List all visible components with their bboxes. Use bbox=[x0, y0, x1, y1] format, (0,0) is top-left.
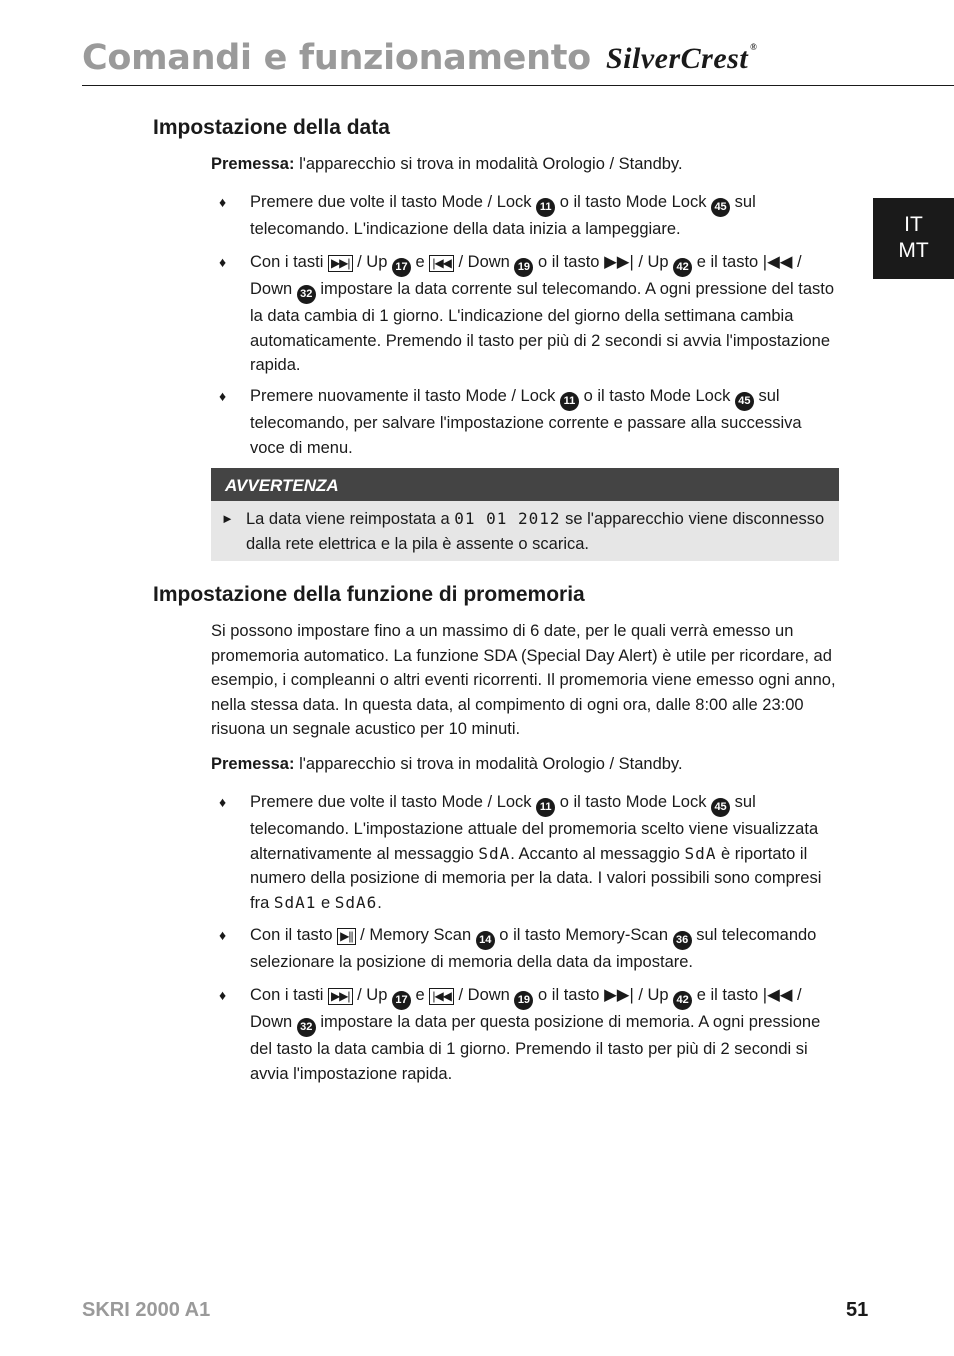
section-heading-reminder: Impostazione della funzione di promemoria bbox=[153, 583, 585, 606]
text: e bbox=[410, 253, 430, 271]
ref-number-badge: 45 bbox=[711, 198, 730, 217]
text: Con i tasti bbox=[250, 253, 328, 271]
list-item bbox=[211, 190, 839, 242]
ref-number-badge: 19 bbox=[514, 258, 533, 277]
ref-number-badge: 42 bbox=[673, 991, 692, 1010]
list-item bbox=[211, 790, 839, 915]
text: e bbox=[316, 893, 335, 912]
ref-number-badge: 32 bbox=[297, 1018, 316, 1037]
premise-label: Premessa: bbox=[211, 755, 295, 773]
text: . bbox=[377, 893, 382, 912]
next-key-icon: ▶▶| bbox=[328, 255, 353, 272]
text: Premere nuovamente il tasto Mode / Lock bbox=[250, 387, 560, 405]
list-item bbox=[211, 250, 839, 378]
bullet-diamond-icon: ♦ bbox=[219, 194, 227, 210]
page-title: Comandi e funzionamento bbox=[82, 38, 591, 78]
intro-paragraph: Si possono impostare fino a un massimo di 6 date, per le quali verrà emesso un promemoria automatico. La funzione SDA (Special Day Alert) è utile per ricordare, ad esempio, i compleanni o altri eventi ricorrenti. Il promemoria viene emesso ogni anno, nella stessa data. In questa data, al compimento di ogni ora, dalle 8:00 alle 23:00 risuona un segnale acustico per 10 minuti. bbox=[211, 622, 836, 739]
language-code-mt: MT bbox=[898, 239, 929, 262]
premise-label: Premessa: bbox=[211, 155, 295, 173]
premise-paragraph bbox=[211, 752, 839, 777]
arrow-right-icon: ► bbox=[221, 511, 234, 526]
ref-number-badge: 42 bbox=[673, 258, 692, 277]
ref-number-badge: 11 bbox=[536, 798, 555, 817]
list-item-text bbox=[250, 923, 839, 975]
list-item bbox=[211, 983, 839, 1086]
warning-title: AVVERTENZA bbox=[211, 468, 839, 501]
previous-key-icon: |◀◀ bbox=[429, 988, 454, 1005]
text: sul telecomando, per salvare l'impostazione corrente e passare alla successiva voce di menu. bbox=[250, 387, 802, 457]
text: e il tasto bbox=[692, 253, 763, 271]
ref-number-badge: 17 bbox=[392, 991, 411, 1010]
previous-key-icon: |◀◀ bbox=[762, 986, 793, 1004]
text: / Up bbox=[633, 986, 674, 1004]
text: o il tasto bbox=[533, 986, 605, 1004]
registered-mark: ® bbox=[750, 42, 758, 52]
text: o il tasto Mode Lock bbox=[579, 387, 735, 405]
brand-name: SilverCrest bbox=[606, 42, 749, 75]
text: La data viene reimpostata a bbox=[246, 510, 455, 528]
header-divider bbox=[82, 85, 954, 86]
text: se l'apparecchio viene disconnesso dalla rete elettrica e la pila è assente o scarica. bbox=[246, 510, 825, 553]
lcd-display-value: SdA bbox=[684, 843, 717, 863]
text: o il tasto bbox=[533, 253, 605, 271]
next-key-icon: ▶▶| bbox=[604, 253, 634, 271]
text: / Memory Scan bbox=[355, 926, 476, 944]
lcd-display-value: 01 01 2012 bbox=[454, 509, 561, 528]
text: / Down bbox=[453, 253, 515, 271]
previous-key-icon: |◀◀ bbox=[762, 253, 793, 271]
text: e il tasto bbox=[692, 986, 763, 1004]
premise-text: l'apparecchio si trova in modalità Orologio / Standby. bbox=[294, 155, 683, 173]
text: e bbox=[410, 986, 430, 1004]
text: Premere due volte il tasto Mode / Lock bbox=[250, 193, 537, 211]
list-item-text bbox=[250, 790, 839, 915]
text: / Down bbox=[453, 986, 515, 1004]
lcd-display-value: SdA bbox=[478, 843, 511, 863]
ref-number-badge: 36 bbox=[673, 931, 692, 950]
ref-number-badge: 45 bbox=[711, 798, 730, 817]
bullet-diamond-icon: ♦ bbox=[219, 794, 227, 810]
previous-key-icon: |◀◀ bbox=[429, 255, 454, 272]
ref-number-badge: 45 bbox=[735, 392, 754, 411]
brand-logo bbox=[606, 42, 757, 76]
play-pause-key-icon: ▶|| bbox=[337, 928, 355, 945]
next-key-icon: ▶▶| bbox=[604, 986, 634, 1004]
text: o il tasto Mode Lock bbox=[555, 793, 712, 811]
ref-number-badge: 11 bbox=[560, 392, 579, 411]
list-item bbox=[211, 923, 839, 975]
lcd-display-value: SdA1 bbox=[273, 892, 317, 912]
warning-body bbox=[211, 501, 839, 556]
text: è riportato il numero della posizione di memoria per la data. I valori possibili sono compresi fra bbox=[250, 844, 822, 912]
text: Con il tasto bbox=[250, 926, 338, 944]
bullet-diamond-icon: ♦ bbox=[219, 388, 227, 404]
text: / Down bbox=[250, 986, 802, 1031]
text: . Accanto al messaggio bbox=[510, 844, 685, 863]
text: Con i tasti bbox=[250, 986, 328, 1004]
text: / Up bbox=[352, 253, 392, 271]
bullet-diamond-icon: ♦ bbox=[219, 254, 227, 270]
next-key-icon: ▶▶| bbox=[328, 988, 353, 1005]
section-heading-date: Impostazione della data bbox=[153, 116, 390, 139]
text: / Down bbox=[250, 253, 802, 298]
text: sul telecomando. L'impostazione attuale del promemoria scelto viene visualizzata alternativamente al messaggio bbox=[250, 793, 819, 863]
ref-number-badge: 14 bbox=[476, 931, 495, 950]
text: / Up bbox=[633, 253, 674, 271]
text: sul telecomando. L'indicazione della data inizia a lampeggiare. bbox=[250, 193, 756, 238]
ref-number-badge: 17 bbox=[392, 258, 411, 277]
text: impostare la data per questa posizione di memoria. A ogni pressione del tasto la data cambia di 1 giorno. Premendo il tasto per più di 2 secondi si avvia l'impostazione rapida. bbox=[250, 1013, 821, 1083]
language-tab bbox=[873, 198, 954, 279]
ref-number-badge: 32 bbox=[297, 285, 316, 304]
text: Premere due volte il tasto Mode / Lock bbox=[250, 793, 537, 811]
bullet-diamond-icon: ♦ bbox=[219, 987, 227, 1003]
list-item-text bbox=[250, 384, 839, 460]
list-item-text bbox=[250, 190, 839, 242]
footer-model: SKRI 2000 A1 bbox=[82, 1299, 211, 1321]
premise-text: l'apparecchio si trova in modalità Orologio / Standby. bbox=[294, 755, 683, 773]
list-item-text bbox=[250, 250, 839, 378]
page-number: 51 bbox=[846, 1299, 869, 1321]
ref-number-badge: 11 bbox=[536, 198, 555, 217]
ref-number-badge: 19 bbox=[514, 991, 533, 1010]
text: sul telecomando selezionare la posizione di memoria della data da impostare. bbox=[250, 926, 817, 971]
list-item-text bbox=[250, 983, 839, 1086]
text: o il tasto Memory-Scan bbox=[494, 926, 673, 944]
warning-box bbox=[211, 468, 839, 561]
text: / Up bbox=[352, 986, 392, 1004]
language-code-it: IT bbox=[904, 213, 923, 236]
text: o il tasto Mode Lock bbox=[555, 193, 712, 211]
text: impostare la data corrente sul telecomando. A ogni pressione del tasto la data cambia di 1 giorno. L'indicazione del giorno della settimana cambia automaticamente. Premendo il tasto per più di 2 secondi si avvia l'impostazione rapida. bbox=[250, 280, 835, 375]
premise-paragraph bbox=[211, 152, 839, 177]
lcd-display-value: SdA6 bbox=[334, 892, 378, 912]
list-item bbox=[211, 384, 839, 460]
bullet-diamond-icon: ♦ bbox=[219, 927, 227, 943]
